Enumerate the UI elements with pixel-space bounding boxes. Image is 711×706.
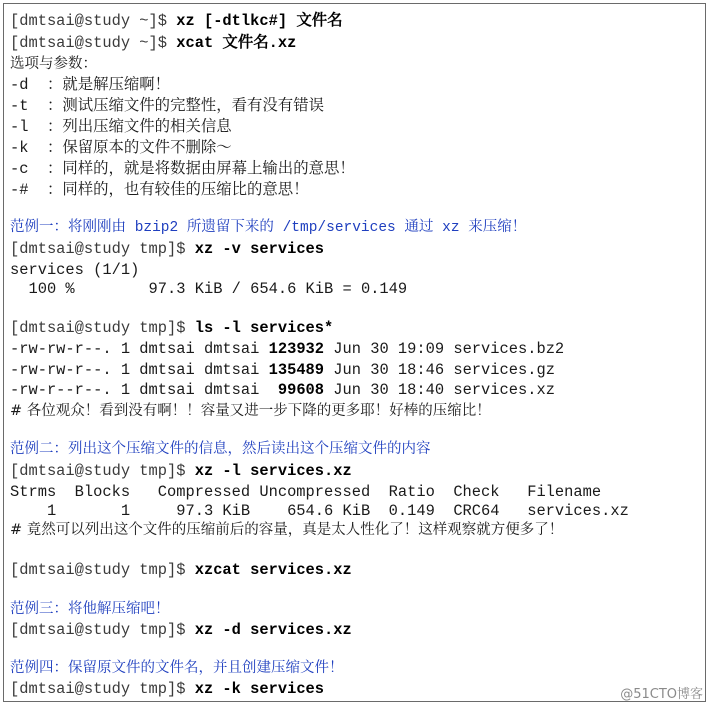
options-heading: 选项与参数： — [10, 56, 97, 72]
ls-size: 99608 — [277, 381, 325, 399]
command: xz -v services — [194, 240, 325, 258]
command: xz -l services.xz — [194, 462, 352, 480]
option-d: -d ：就是解压缩啊！ — [10, 76, 171, 94]
command: xz [-dtlkc#] 文件名 — [176, 12, 343, 30]
prompt: [dmtsai@study tmp]$ — [10, 561, 195, 579]
option-k: -k ：保留原本的文件不删除～ — [10, 139, 232, 157]
prompt: [dmtsai@study tmp]$ — [10, 680, 195, 698]
ls-size: 123932 — [268, 340, 325, 358]
option-t: -t ：测试压缩文件的完整性，看有没有错误 — [10, 97, 324, 115]
line-xz-d — [10, 621, 352, 640]
ls-comment: # 各位观众！看到没有啊！！容量又进一步下降的更多耶！好棒的压缩比！ — [10, 403, 491, 419]
terminal-snippet-frame — [3, 3, 706, 702]
command: ls -l services* — [194, 319, 334, 337]
command: xz -k services — [194, 680, 325, 698]
xz-l-comment: # 竟然可以列出这个文件的压缩前后的容量，真是太人性化了！这样观察就方便多了！ — [10, 522, 564, 538]
option-c: -c ：同样的，就是将数据由屏幕上输出的意思！ — [10, 160, 355, 178]
watermark-text: @51CTO博客 — [620, 687, 703, 702]
line-xzcat — [10, 561, 352, 580]
ls-size: 135489 — [268, 361, 325, 379]
prompt: [dmtsai@study tmp]$ — [10, 462, 195, 480]
ls-perms: -rw-rw-r--. 1 dmtsai dmtsai — [10, 340, 269, 358]
ls-date-name: Jun 30 18:46 services.gz — [324, 361, 555, 379]
example-1-title: 范例一：将刚刚由 bzip2 所遗留下来的 /tmp/services 通过 xz 来压缩！ — [10, 220, 527, 236]
line-xz-k — [10, 680, 324, 699]
prompt: [dmtsai@study ~]$ — [10, 12, 177, 30]
prompt: [dmtsai@study tmp]$ — [10, 621, 195, 639]
ls-date-name: Jun 30 19:09 services.bz2 — [324, 340, 565, 358]
option-l: -l ：列出压缩文件的相关信息 — [10, 118, 232, 136]
line-xz-syntax — [10, 12, 343, 31]
ls-perms: -rw-r--r--. 1 dmtsai dmtsai — [10, 381, 278, 399]
xz-l-header: Strms Blocks Compressed Uncompressed Ratio Check Filename — [10, 483, 602, 501]
ls-date-name: Jun 30 18:40 services.xz — [324, 381, 555, 399]
line-xz-v — [10, 240, 324, 259]
prompt: [dmtsai@study tmp]$ — [10, 319, 195, 337]
line-ls — [10, 319, 333, 338]
line-xz-l — [10, 462, 352, 481]
line-xcat-syntax — [10, 34, 296, 53]
prompt: [dmtsai@study ~]$ — [10, 34, 177, 52]
command: xzcat services.xz — [194, 561, 352, 579]
ls-perms: -rw-rw-r--. 1 dmtsai dmtsai — [10, 361, 269, 379]
example-4-title: 范例四：保留原文件的文件名，并且创建压缩文件！ — [10, 661, 344, 677]
example-3-title: 范例三：将他解压缩吧！ — [10, 602, 170, 618]
command: xcat 文件名.xz — [176, 34, 297, 52]
xz-v-output-1: services (1/1) — [10, 261, 140, 279]
option-hash: -# ：同样的，也有较佳的压缩比的意思！ — [10, 181, 309, 199]
xz-v-output-2: 100 % 97.3 KiB / 654.6 KiB = 0.149 — [10, 280, 408, 298]
command: xz -d services.xz — [194, 621, 352, 639]
prompt: [dmtsai@study tmp]$ — [10, 240, 195, 258]
ls-row — [10, 361, 555, 380]
ls-row — [10, 340, 564, 359]
example-2-title: 范例二：列出这个压缩文件的信息，然后读出这个压缩文件的内容 — [10, 442, 431, 458]
ls-row — [10, 381, 555, 400]
xz-l-row: 1 1 97.3 KiB 654.6 KiB 0.149 CRC64 services.xz — [10, 502, 629, 520]
